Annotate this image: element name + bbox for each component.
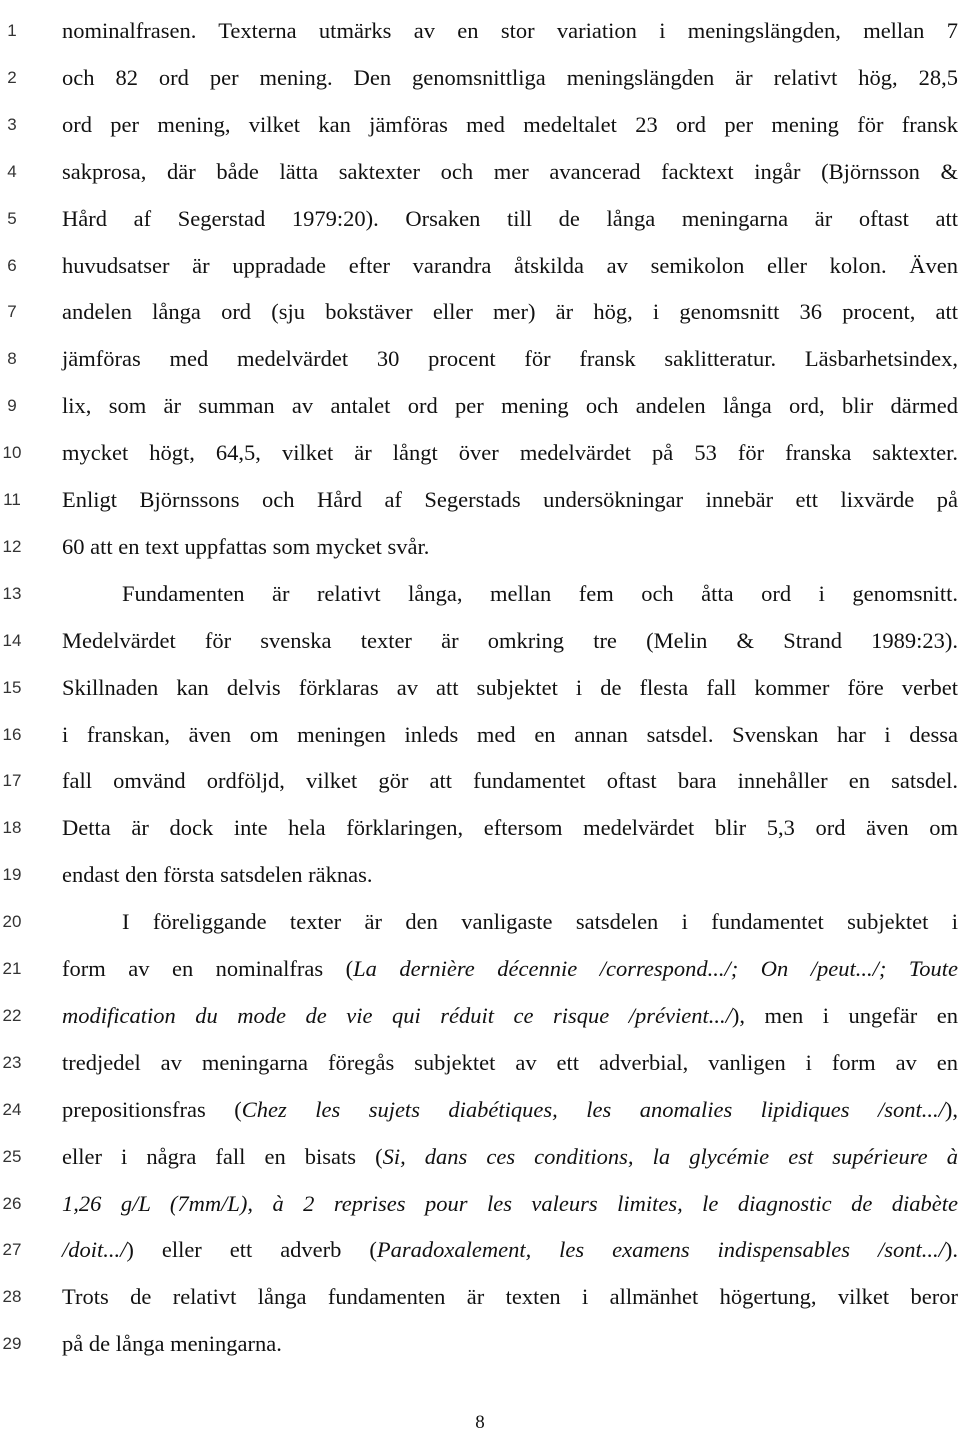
text-segment: på de långa meningarna. xyxy=(62,1331,282,1357)
italic-segment: /doit.../ xyxy=(62,1237,127,1263)
text-segment: huvudsatser är uppradade efter varandra åtskilda av semikolon eller kolon. Även xyxy=(62,252,958,278)
text-segment: form av en nominalfras ( xyxy=(62,956,354,981)
text-line xyxy=(62,532,958,562)
line-number: 2 xyxy=(7,67,17,87)
line-number: 18 xyxy=(2,818,22,838)
text-segment: mycket högt, 64,5, vilket är långt över medelvärdet på 53 för franska saktexter. xyxy=(62,440,958,466)
italic-segment: Paradoxalement, les examens indispensables /sont.../ xyxy=(376,1237,945,1263)
line-number: 15 xyxy=(2,677,22,697)
text-line xyxy=(122,579,958,609)
text-segment: endast den första satsdelen räknas. xyxy=(62,862,373,888)
text-line xyxy=(62,1095,958,1125)
text-segment: Fundamenten är relativt långa, mellan fem och åtta ord i genomsnitt. xyxy=(122,580,958,606)
text-line xyxy=(62,1329,958,1359)
line-number: 28 xyxy=(2,1287,22,1307)
text-line xyxy=(62,251,958,281)
text-line xyxy=(62,157,958,187)
text-line xyxy=(62,1048,958,1078)
text-segment: Trots de relativt långa fundamenten är texten i allmänhet högertung, vilket beror xyxy=(62,1284,958,1310)
text-line xyxy=(62,813,958,843)
line-number: 6 xyxy=(7,255,17,275)
text-line xyxy=(62,1282,958,1312)
text-line xyxy=(62,1001,958,1031)
text-line xyxy=(62,110,958,140)
line-number: 13 xyxy=(2,583,22,603)
text-line xyxy=(62,1235,958,1265)
italic-segment: 1,26 g/L (7mm/L), à 2 reprises pour les valeurs limites, le diagnostic de diabète xyxy=(62,1190,958,1216)
text-line xyxy=(62,1142,958,1172)
line-number: 20 xyxy=(2,912,22,932)
italic-segment: Si, dans ces conditions, la glycémie est supérieure à xyxy=(382,1143,958,1169)
line-number: 11 xyxy=(3,490,21,509)
text-line xyxy=(62,626,958,656)
text-segment: eller i några fall en bisats ( xyxy=(62,1143,383,1169)
text-segment: Medelvärdet för svenska texter är omkring tre (Melin & Strand 1989:23). xyxy=(62,627,958,653)
text-segment: tredjedel av meningarna föregås subjektet av ett adverbial, vanligen i form av en xyxy=(62,1049,958,1075)
line-number: 12 xyxy=(2,536,22,556)
line-number: 23 xyxy=(2,1052,22,1072)
text-segment: ), xyxy=(944,1096,958,1122)
text-line xyxy=(62,1189,958,1219)
line-number: 4 xyxy=(7,161,17,181)
text-line xyxy=(62,860,958,890)
text-line xyxy=(62,438,958,468)
text-line xyxy=(62,954,958,984)
text-segment: nominalfrasen. Texterna utmärks av en stor variation i meningslängden, mellan 7 xyxy=(62,18,958,43)
line-number: 21 xyxy=(2,959,22,978)
line-number: 16 xyxy=(2,724,22,744)
line-number: 25 xyxy=(2,1146,22,1166)
line-number: 17 xyxy=(2,771,22,791)
text-segment: och 82 ord per mening. Den genomsnittliga meningslängden är relativt hög, 28,5 xyxy=(62,64,958,90)
text-line xyxy=(62,297,958,327)
text-segment: Detta är dock inte hela förklaringen, eftersom medelvärdet blir 5,3 ord även om xyxy=(62,815,958,841)
text-segment: lix, som är summan av antalet ord per mening och andelen långa ord, blir därmed xyxy=(62,393,958,419)
text-segment: I föreliggande texter är den vanligaste satsdelen i fundamentet subjektet i xyxy=(122,909,958,935)
line-number: 5 xyxy=(7,208,17,228)
text-segment: 60 att en text uppfattas som mycket svår. xyxy=(62,533,430,559)
line-number: 24 xyxy=(2,1099,22,1119)
text-segment: Skillnaden kan delvis förklaras av att subjektet i de flesta fall kommer före verbet xyxy=(62,674,958,700)
text-segment: andelen långa ord (sju bokstäver eller mer) är hög, i genomsnitt 36 procent, att xyxy=(62,299,958,325)
line-number: 10 xyxy=(2,443,22,463)
italic-segment: Chez les sujets diabétiques, les anomalies lipidiques /sont.../ xyxy=(241,1096,945,1122)
text-line xyxy=(62,485,958,515)
line-number: 8 xyxy=(7,349,17,369)
text-line xyxy=(62,766,958,796)
text-segment: sakprosa, där både lätta saktexter och mer avancerad facktext ingår (Björnsson & xyxy=(62,158,958,184)
text-segment: ). xyxy=(944,1237,958,1263)
line-number: 19 xyxy=(2,865,22,885)
text-line xyxy=(62,16,958,46)
text-segment: prepositionsfras ( xyxy=(62,1096,242,1122)
text-segment: Hård af Segerstad 1979:20). Orsaken till de långa meningarna är oftast att xyxy=(62,205,958,231)
line-number: 26 xyxy=(2,1193,22,1213)
text-segment: Enligt Björnssons och Hård af Segerstads undersökningar innebär ett lixvärde på xyxy=(62,487,958,512)
text-segment: jämföras med medelvärdet 30 procent för fransk saklitteratur. Läsbarhetsindex, xyxy=(62,346,958,372)
text-line xyxy=(62,720,958,750)
line-number: 29 xyxy=(2,1334,22,1354)
line-number: 9 xyxy=(7,396,17,416)
line-number: 1 xyxy=(7,21,17,40)
page-number: 8 xyxy=(475,1412,485,1433)
text-line xyxy=(62,204,958,234)
text-segment: ord per mening, vilket kan jämföras med medeltalet 23 ord per mening för fransk xyxy=(62,111,958,137)
text-line xyxy=(62,391,958,421)
text-segment: ), men i ungefär en xyxy=(731,1002,958,1028)
text-line xyxy=(122,907,958,937)
line-number: 3 xyxy=(7,114,17,134)
line-number: 22 xyxy=(2,1005,22,1025)
italic-segment: modification du mode de vie qui réduit ce risque /prévient.../ xyxy=(62,1002,732,1028)
text-segment: i franskan, även om meningen inleds med en annan satsdel. Svenskan har i dessa xyxy=(62,721,958,747)
text-line xyxy=(62,63,958,93)
line-number: 27 xyxy=(2,1240,22,1260)
italic-segment: La dernière décennie /correspond.../; On /peut.../; Toute xyxy=(353,956,959,981)
text-segment: fall omvänd ordföljd, vilket gör att fundamentet oftast bara innehåller en satsdel. xyxy=(62,768,958,794)
text-line xyxy=(62,344,958,374)
line-number: 7 xyxy=(7,302,17,322)
line-number: 14 xyxy=(2,630,22,650)
text-segment: ) eller ett adverb ( xyxy=(126,1237,377,1263)
text-line xyxy=(62,673,958,703)
